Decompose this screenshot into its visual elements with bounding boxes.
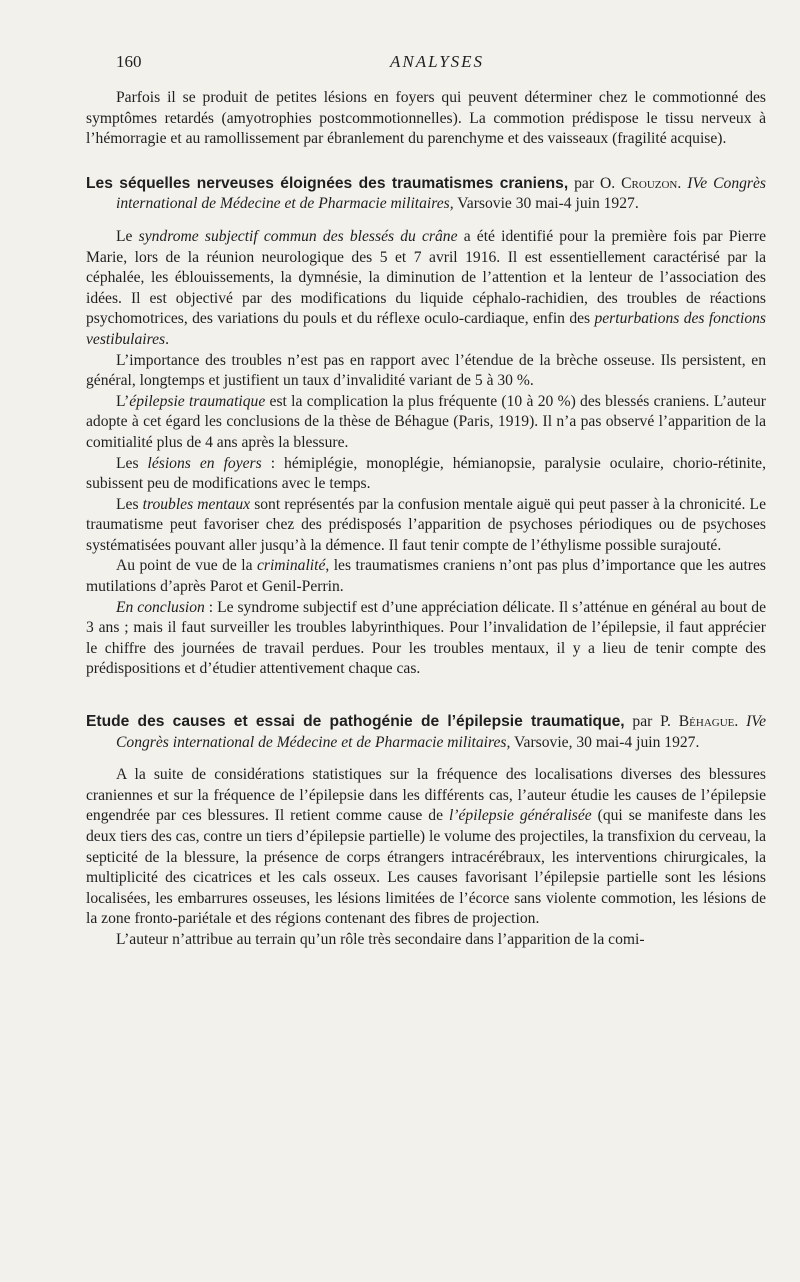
page-number: 160 (116, 52, 142, 71)
intro-paragraph: Parfois il se produit de petites lésions en foyers qui peuvent déterminer chez le commotionné des symptômes retardés (amyotrophies postcommotionnelles). La commotion prédispose le tissu nerveux à l’hémorragie et au ramollissement par ébranlement du parenchyme et des vaisseaux (fragilité acquise). (86, 89, 766, 148)
article1-paragraph: L’importance des troubles n’est pas en rapport avec l’étendue de la brèche osseuse. Ils persistent, en général, longtemps et justifient un taux d’invalidité variant de 5 à 30 %. (86, 351, 766, 390)
article2-heading: Etude des causes et essai de pathogénie de l’épilepsie traumatique, par P. Béhague. IVe Congrès international de Médecine et de Pharmacie militaires, Varsovie, 30 mai-4 juin 1927. (86, 713, 767, 751)
article2-paragraph: A la suite de considérations statistiques sur la fréquence des localisations diverses des blessures craniennes et sur la fréquence de l’épilepsie dans les différents cas, l’auteur étudie les causes de l’épilepsie engendrée par ces blessures. Il retient comme cause de l’épilepsie généralisée (qui se manifeste dans les deux tiers des cas, contre un tiers d’épilepsie partielle) le volume des projectiles, la transfixion du cerveau, la septicité de la blessure, la présence de corps étrangers intracérébraux, les interventions chirurgicales, la multiplicité des cicatrices et les cals osseux. Les causes favorisant l’épilepsie partielle sont les lésions localisées, les embarrures osseuses, les lésions limitées de l’écorce sans violente commotion, les lésions de la zone fronto-pariétale et des régions contenant des fibres de projection. (86, 766, 767, 928)
running-head: ANALYSES (389, 52, 485, 71)
article1-title: Les séquelles nerveuses éloignées des traumatismes craniens, (86, 174, 569, 192)
article2-place-date: Varsovie, 30 mai-4 juin 1927. (510, 733, 700, 751)
article2-title: Etude des causes et essai de pathogénie de l’épilepsie traumatique, (86, 713, 625, 731)
page-body (86, 88, 766, 951)
article1-conclusion: En conclusion : Le syndrome subjectif est d’une appréciation délicate. Il s’atténue en général au bout de 3 ans ; mais il faut surveiller les troubles labyrinthiques. Pour l’invalidation de l’épilepsie, il faut apprécier le chiffre des journées de travail perdues. Pour les troubles mentaux, il y a lieu de tenir compte des prédispositions et d’étudier attentivement chaque cas. (86, 598, 766, 678)
article1-paragraph: Le syndrome subjectif commun des blessés du crâne a été identifié pour la première fois par Pierre Marie, lors de la réunion neurologique des 5 et 7 avril 1916. Il est essentiellement caractérisé par la céphalée, les éblouissements, la dymnésie, la diminution de l’attention et la lenteur de l’association des idées. Il est objectivé par des modifications du liquide céphalo-rachidien, des troubles de réactions psychomotrices, des variations du pouls et du réflexe oculo-cardiaque, enfin des perturbations des fonctions vestibulaires. (86, 227, 766, 348)
article1-author: Crouzon (621, 174, 678, 192)
article1-paragraph: L’épilepsie traumatique est la complication la plus fréquente (10 à 20 %) des blessés craniens. L’auteur adopte à cet égard les conclusions de la thèse de Béhague (Paris, 1919). Il n’a pas observé l’apparition de la comitialité plus de 4 ans après la blessure. (86, 392, 766, 451)
article1-paragraph: Au point de vue de la criminalité, les traumatismes craniens n’ont pas plus d’importance que les autres mutilations d’après Parot et Genil-Perrin. (86, 557, 766, 596)
page-header (116, 52, 758, 76)
article2-paragraph: L’auteur n’attribue au terrain qu’un rôle très secondaire dans l’apparition de la comi- (116, 930, 645, 948)
article1-place-date: Varsovie 30 mai-4 juin 1927. (453, 195, 639, 213)
article2-congress: IVe Congrès international de Médecine et de Pharmacie militaires, (116, 713, 767, 751)
article1-heading: Les séquelles nerveuses éloignées des traumatismes craniens, par O. Crouzon. IVe Congrès international de Médecine et de Pharmacie militaires, Varsovie 30 mai-4 juin 1927. (86, 174, 766, 213)
article1-paragraph: Les lésions en foyers : hémiplégie, monoplégie, hémianopsie, paralysie oculaire, chorio-rétinite, subissent peu de modifications avec le temps. (86, 454, 766, 493)
article1-paragraph: Les troubles mentaux sont représentés par la confusion mentale aiguë qui peut passer à la chronicité. Le traumatisme peut favoriser chez des prédisposés l’apparition de psychoses périodiques ou de psychoses systématisées pouvant aller jusqu’à la démence. Il faut tenir compte de l’éthylisme possible surajouté. (86, 495, 766, 554)
article2-author: Béhague (678, 713, 735, 731)
article1-congress: IVe Congrès international de Médecine et de Pharmacie militaires, (116, 174, 766, 213)
